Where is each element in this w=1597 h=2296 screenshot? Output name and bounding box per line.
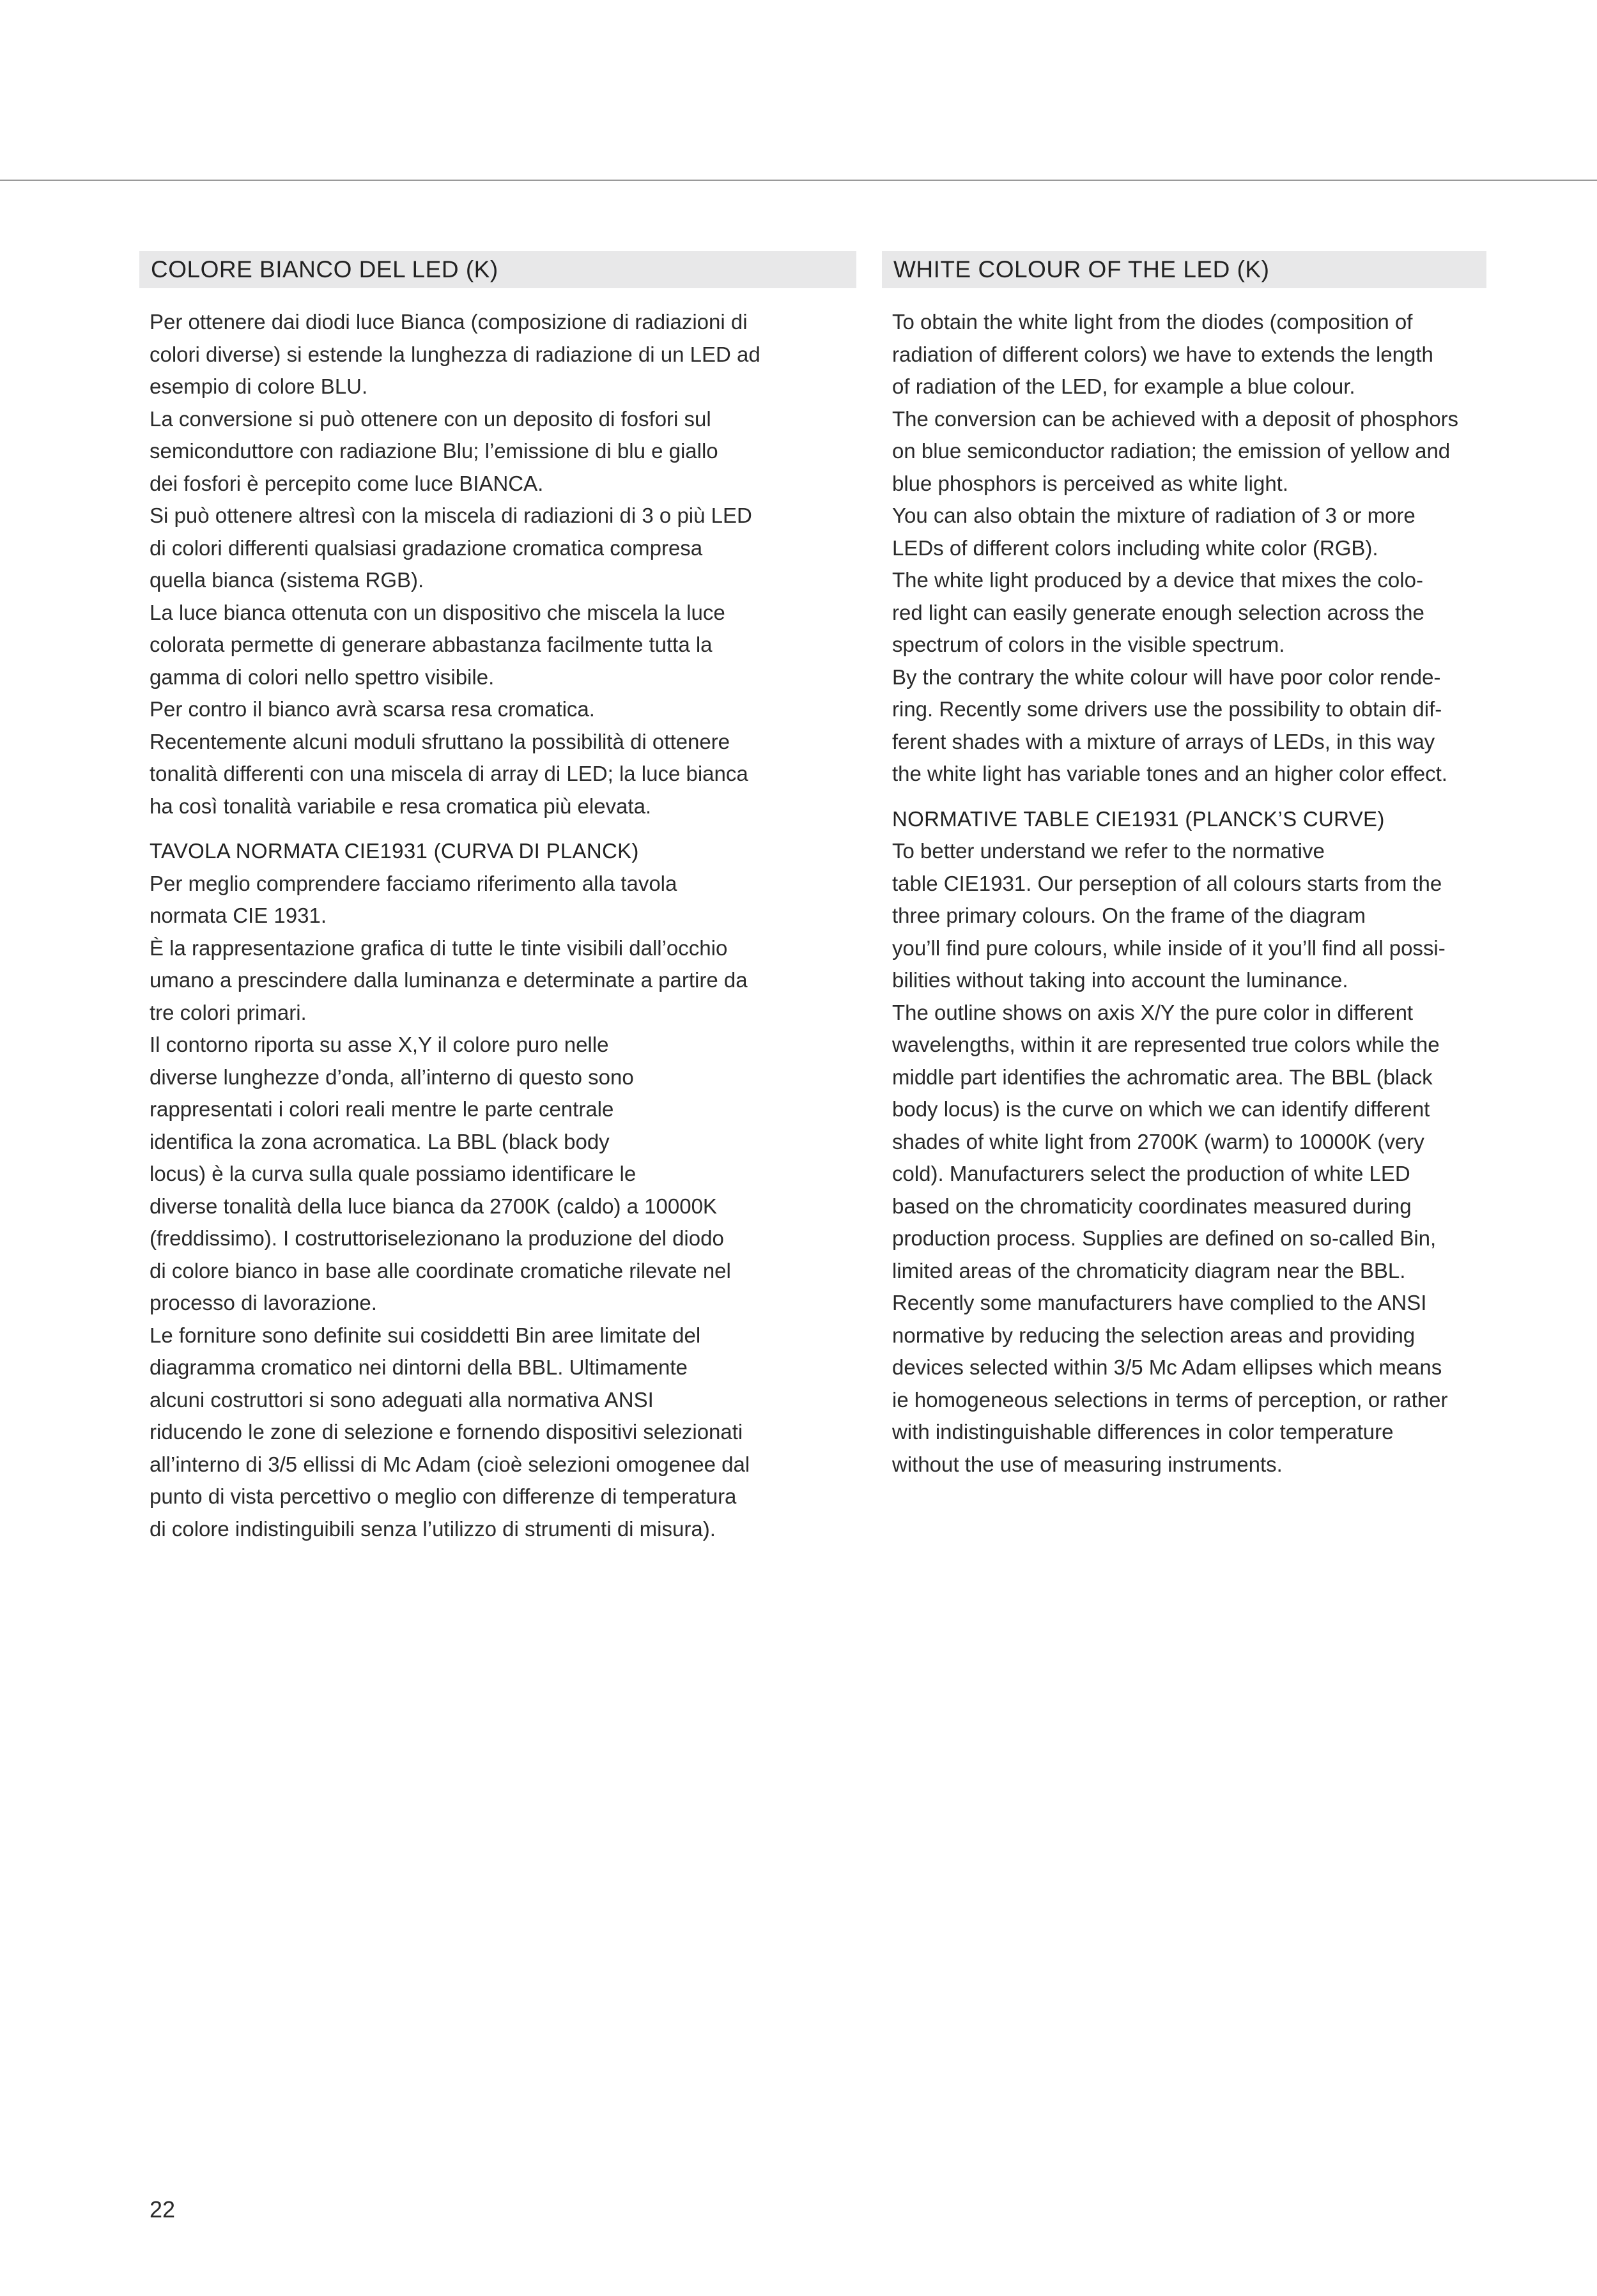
body-paragraph-en: To better understand we refer to the normative table CIE1931. Our perseption of all colours starts from the three primary colours. On the frame of the diagram you’ll find pure colours, while inside of it you’ll find all possi- bilities without taking into account the luminance. The outline shows on axis X/Y the pure color in different wavelengths, within it are represented true colors while the middle part identifies the achromatic area. The BBL (black body locus) is the curve on which we can identify different shades of white light from 2700K (warm) to 10000K (very cold). Manufacturers select the production of white LED based on the chromaticity coordinates measured during production process. Supplies are defined on so-called Bin, limited areas of the chromaticity diagram near the BBL. Recently some manufacturers have complied to the ANSI normative by reducing the selection areas and providing devices selected within 3/5 Mc Adam ellipses which means ie homogeneous selections in terms of perception, or rather with indistinguishable differences in color temperature without the use of measuring instruments. <box>892 839 1448 1476</box>
section-header-en: WHITE COLOUR OF THE LED (K) <box>882 251 1486 288</box>
subheading-it: TAVOLA NORMATA CIE1931 (CURVA DI PLANCK) <box>150 839 639 863</box>
subheading-en: NORMATIVE TABLE CIE1931 (PLANCK’S CURVE) <box>892 806 1385 831</box>
page-number: 22 <box>150 2196 176 2223</box>
top-divider <box>0 180 1597 181</box>
intro-paragraph-it: Per ottenere dai diodi luce Bianca (composizione di radiazioni di colori diverse) si estende la lunghezza di radiazione di un LED ad esempio di colore BLU. La conversione si può ottenere con un deposito di fosfori sul semiconduttore con radiazione Blu; l’emissione di blu e giallo dei fosfori è percepito come luce BIANCA. Si può ottenere altresì con la miscela di radiazioni di 3 o più LED di colori differenti qualsiasi gradazione cromatica compresa quella bianca (sistema RGB). La luce bianca ottenuta con un dispositivo che miscela la luce colorata permette di generare abbastanza facilmente tutta la gamma di colori nello spettro visibile. Per contro il bianco avrà scarsa resa cromatica. Recentemente alcuni moduli sfruttano la possibilità di ottenere tonalità differenti con una miscela di array di LED; la luce bianca ha così tonalità variabile e resa cromatica più elevata. <box>150 310 760 818</box>
italian-column <box>139 251 856 1545</box>
english-column <box>882 251 1486 1481</box>
section-header-it: COLORE BIANCO DEL LED (K) <box>139 251 856 288</box>
body-paragraph-it: Per meglio comprendere facciamo riferimento alla tavola normata CIE 1931. È la rappresentazione grafica di tutte le tinte visibili dall’occhio umano a prescindere dalla luminanza e determinate a partire da tre colori primari. Il contorno riporta su asse X,Y il colore puro nelle diverse lunghezze d’onda, all’interno di questo sono rappresentati i colori reali mentre le parte centrale identifica la zona acromatica. La BBL (black body locus) è la curva sulla quale possiamo identificare le diverse tonalità della luce bianca da 2700K (caldo) a 10000K (freddissimo). I costruttoriselezionano la produzione del diodo di colore bianco in base alle coordinate cromatiche rilevate nel processo di lavorazione. Le forniture sono definite sui cosiddetti Bin aree limitate del diagramma cromatico nei dintorni della BBL. Ultimamente alcuni costruttori si sono adeguati alla normativa ANSI riducendo le zone di selezione e fornendo dispositivi selezionati all’interno di 3/5 ellissi di Mc Adam (cioè selezioni omogenee dal punto di vista percettivo o meglio con differenze di temperatura di colore indistinguibili senza l’utilizzo di strumenti di misura). <box>150 871 750 1541</box>
intro-paragraph-en: To obtain the white light from the diodes (composition of radiation of different colors) we have to extends the length of radiation of the LED, for example a blue colour. The conversion can be achieved with a deposit of phosphors on blue semiconductor radiation; the emission of yellow and blue phosphors is perceived as white light. You can also obtain the mixture of radiation of 3 or more LEDs of different colors including white color (RGB). The white light produced by a device that mixes the colo- red light can easily generate enough selection across the spectrum of colors in the visible spectrum. By the contrary the white colour will have poor color rende- ring. Recently some drivers use the possibility to obtain dif- ferent shades with a mixture of arrays of LEDs, in this way the white light has variable tones and an higher color effect. <box>892 310 1459 785</box>
